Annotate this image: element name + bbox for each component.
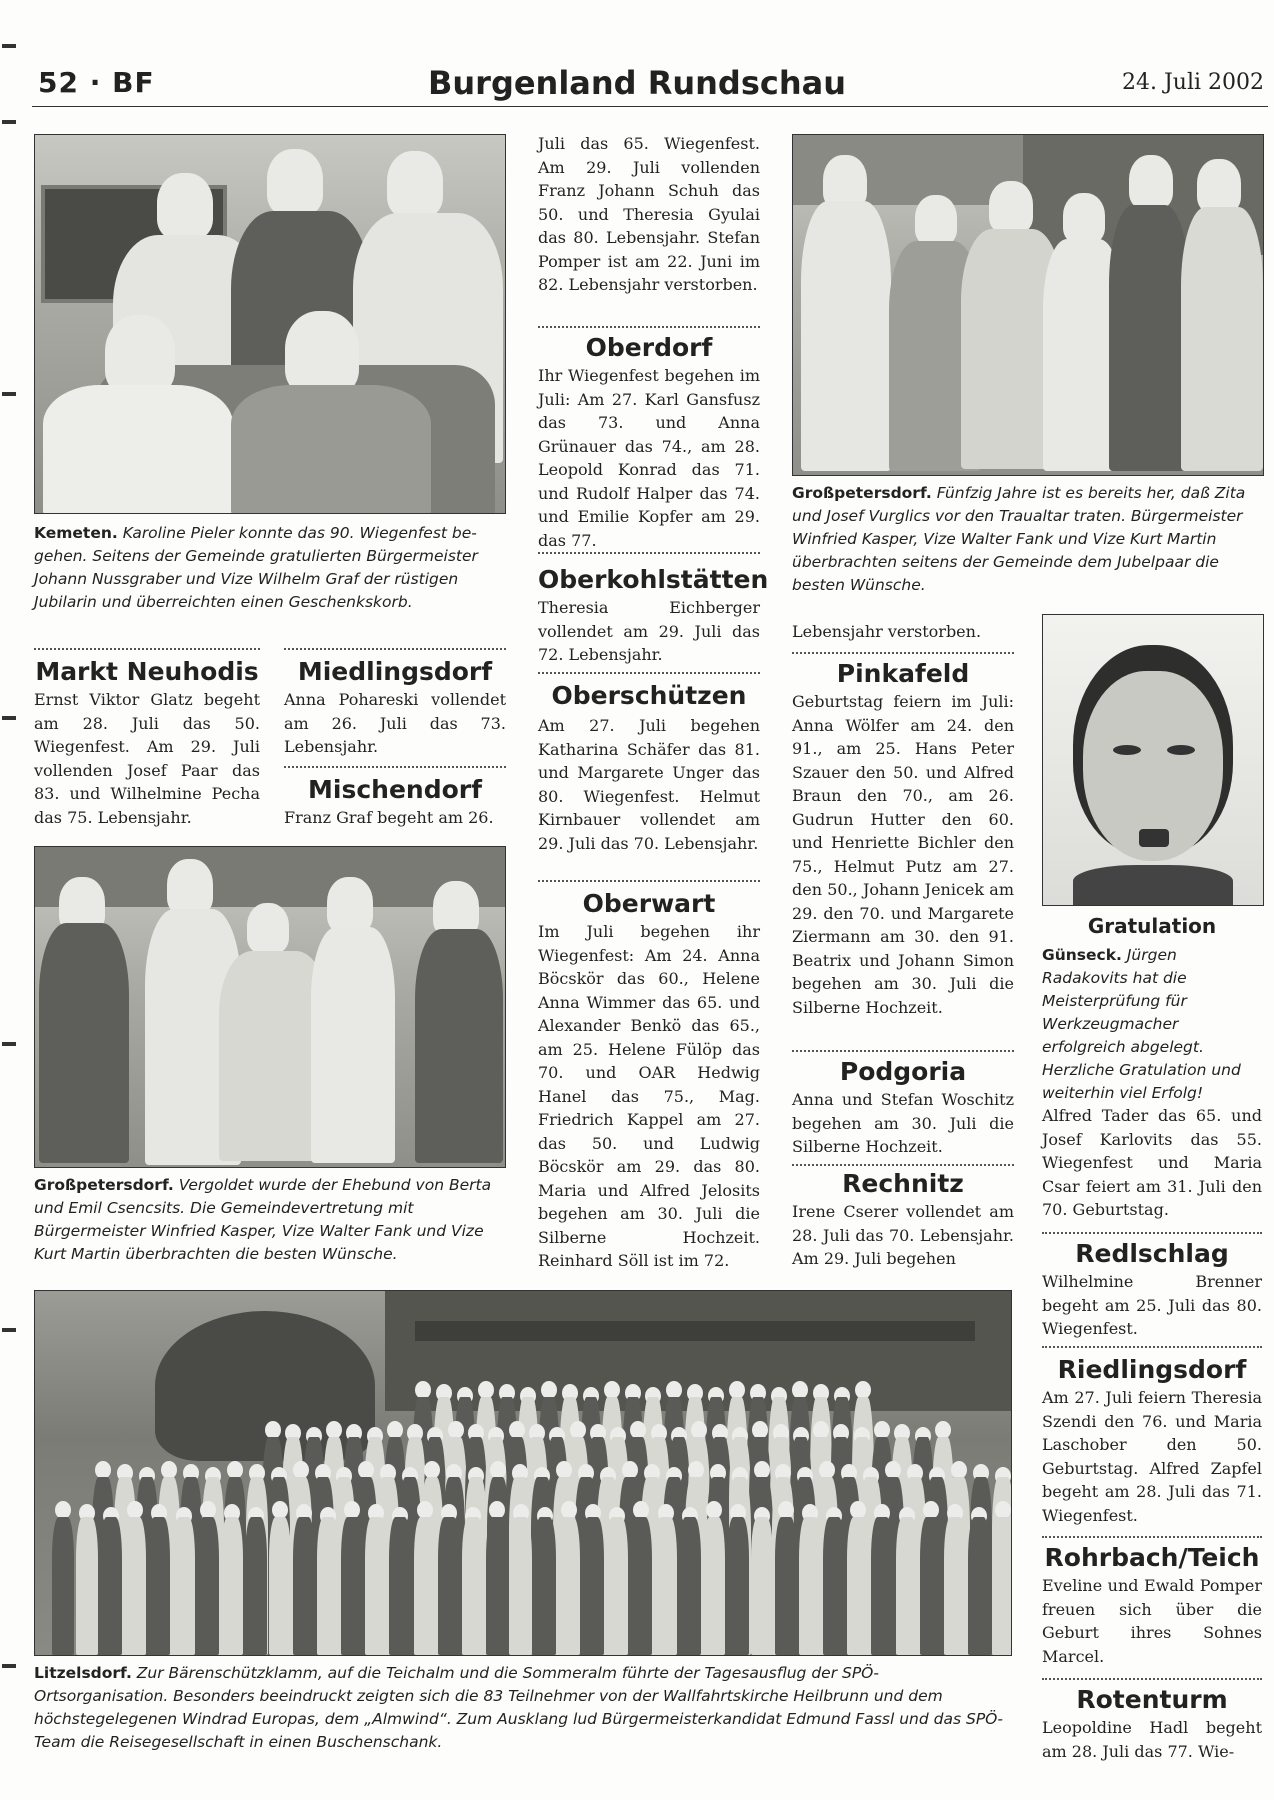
divider [538,552,760,554]
group-member-body [871,1517,893,1655]
article-oberschuetzen: Am 27. Juli begehen Katharina Schäfer das 81. und Margarete Unger das 80. Wiegenfest. Helmut Kirnbauer vollendet am 29. Juli das 70. Lebensjahr. [538,716,760,853]
group-member-body [582,1517,604,1655]
group-member-body [896,1517,918,1655]
caption-place: Günseck. [1042,946,1122,964]
group-member-body [269,1517,291,1655]
group-member-body [799,1517,821,1655]
heading-oberkohlstaetten: Oberkohlstätten [538,565,769,594]
group-member-body [52,1517,74,1655]
heading-rechnitz: Rechnitz [842,1169,964,1198]
margin-mark [2,1042,16,1046]
divider [1042,1678,1262,1680]
photo-litzelsdorf-group [34,1290,1012,1656]
article-oberwart: Im Juli begehen ihr Wiegenfest: Am 24. Anna Böcskör das 60., Helene Anna Wimmer das 65. und Alexander Benkö das 65., am 25. Helene Fülöp das 70. und OAR Hedwig Hanel das 75., Mag. Friedrich Kappel am 27. das 50. und Ludwig Böcskör am 29. das 80. Maria und Alfred Jelosits begehen am 30. Juli die Silberne Hochzeit. Reinhard Söll ist im 72. [538,922,760,1270]
heading-pinkafeld: Pinkafeld [836,659,970,688]
heading-oberdorf: Oberdorf [585,333,713,362]
divider [284,766,506,768]
caption-text: Zur Bärenschützklamm, auf die Teichalm und die Sommeralm führte der Tagesausflug der SPÖ-Ortsorganisation. Besonders beeindruckt zeigten sich die 83 Teilnehmer von der Wallfahrtskirche Heilbrunn und dem höchstegelegenen Windrad Europas, dem „Almwind“. Zum Ausklang lud Bürgermeisterkandidat Edmund Fassl und das SPÖ-Team die Reisegesellschaft in einen Buschenschank. [34,1664,1003,1751]
article-rohrbach-teich: Eveline und Ewald Pomper freuen sich über die Geburt ihres Sohnes Marcel. [1042,1576,1262,1666]
margin-mark [2,392,16,396]
group-member-body [992,1517,1012,1655]
caption-kemeten [34,522,504,614]
article-oberkohlstaetten: Theresia Eichberger vollendet am 29. Juli das 72. Lebensjahr. [538,598,760,664]
caption-text: Karoline Pieler konnte das 90. Wiegenfest be-gehen. Seitens der Gemeinde gratulierten Bürgermeister Johann Nussgraber und Vize Wilhelm Graf der rüstigen Jubilarin und überreichten einen Geschenkskorb. [34,524,478,611]
article-podgoria: Anna und Stefan Woschitz begehen am 30. Juli die Silberne Hochzeit. [792,1090,1014,1156]
heading-markt-neuhodis: Markt Neuhodis [35,657,259,686]
group-member-body [655,1517,677,1655]
header-rule [32,106,1268,107]
article-redlschlag: Wilhelmine Brenner begeht am 25. Juli das 80. Wiegenfest. [1042,1272,1262,1338]
group-member-body [510,1517,532,1655]
article-mischendorf: Franz Graf begeht am 26. [284,808,494,827]
heading-miedlingsdorf: Miedlingsdorf [297,657,493,686]
group-member-body [775,1517,797,1655]
divider [1042,1232,1262,1234]
balcony [415,1321,975,1341]
caption-place: Litzelsdorf. [34,1664,132,1682]
margin-mark [2,1328,16,1332]
heading-mischendorf: Mischendorf [308,775,482,804]
group-member-body [751,1517,773,1655]
newspaper-title: Burgenland Rundschau [427,64,846,102]
issue-date: 24. Juli 2002 [1121,70,1264,95]
group-member-body [148,1517,170,1655]
divider [792,1164,1014,1166]
heading-rohrbach-teich: Rohrbach/Teich [1044,1543,1260,1572]
caption-text: Vergoldet wurde der Ehebund von Berta und Emil Csencsits. Die Gemeindevertretung mit Bürgermeister Winfried Kasper, Vize Walter Fank und Vize Kurt Martin überbrachten die besten Wünsche. [34,1176,492,1263]
photo-grosspetersdorf-2 [792,134,1264,476]
article-rechnitz: Irene Cserer vollendet am 28. Juli das 70. Lebensjahr. Am 29. Juli begehen [792,1202,1014,1268]
margin-mark [2,1664,16,1668]
group-member-body [341,1517,363,1655]
caption-place: Kemeten. [34,524,118,542]
group-member-body [317,1517,339,1655]
caption-place: Großpetersdorf. [792,484,932,502]
group-member-body [534,1517,556,1655]
divider [792,652,1014,654]
group-member-body [606,1517,628,1655]
group-member-body [630,1517,652,1655]
article-markt-neuhodis: Ernst Viktor Glatz begeht am 28. Juli das 50. Wiegenfest. Am 29. Juli vollenden Josef Paar das 83. und Wilhelmine Pecha das 75. Lebensjahr. [34,690,260,827]
group-member-body [100,1517,122,1655]
group-member-body [414,1517,436,1655]
gratulation-title: Gratulation [1087,914,1217,938]
heading-riedlingsdorf: Riedlingsdorf [1057,1355,1247,1384]
group-member-body [389,1517,411,1655]
margin-mark [2,44,16,48]
group-member-body [245,1517,267,1655]
heading-rotenturm: Rotenturm [1076,1685,1228,1714]
photo-grosspetersdorf-1 [34,846,506,1168]
article-pinkafeld: Geburtstag feiern im Juli: Anna Wölfer am 24. den 91., am 25. Hans Peter Szauer den 50. und Alfred Braun den 70., am 26. Gudrun Hutter den 60. und Henriette Bichler den 75., Helmut Putz am 27. den 50., Johann Jenicek am 29. den 70. und Margarete Ziermann am 30. den 91. Beatrix und Johann Simon begehen am 30. Juli die Silberne Hochzeit. [792,692,1014,1017]
group-member-body [197,1517,219,1655]
caption-litzelsdorf [34,1662,1010,1754]
group-member-body [847,1517,869,1655]
margin-mark [2,120,16,124]
divider [538,672,760,674]
group-member-body [703,1517,725,1655]
group-member-body [173,1517,195,1655]
group-member-body [944,1517,966,1655]
group-member-body [486,1517,508,1655]
caption-text: Jürgen Radakovits hat die Meisterprüfung für Werkzeugmacher erfolgreich abgelegt. Herzliche Gratulation und weiterhin viel Erfolg! [1042,946,1241,1102]
group-member-body [462,1517,484,1655]
caption-text: Fünfzig Jahre ist es bereits her, daß Zita und Josef Vurglics vor den Traualtar traten. Bürgermeister Winfried Kasper, Vize Walter Fank und Vize Kurt Martin überbrachten seitens der Gemeinde dem Jubelpaar die besten Wünsche. [792,484,1246,594]
article-riedlingsdorf: Am 27. Juli feiern Theresia Szendi den 76. und Maria Laschober den 50. Geburtstag. Alfred Zapfel begeht am 28. Juli das 71. Wiegenfest. [1042,1388,1262,1525]
group-member-body [76,1517,98,1655]
article-miedlingsdorf: Anna Pohareski vollendet am 26. Juli das 73. Lebensjahr. [284,690,506,756]
article-rotenturm: Leopoldine Hadl begeht am 28. Juli das 77. Wie- [1042,1718,1262,1761]
caption-guenseck [1042,944,1262,1105]
article-oberdorf: Ihr Wiegenfest begehen im Juli: Am 27. Karl Gansfusz das 73. und Anna Grünauer das 74., am 28. Leopold Konrad das 71. und Rudolf Halper das 74. und Emilie Kopfer am 29. das 77. [538,366,760,550]
divider [1042,1536,1262,1538]
article-continuation: Alfred Tader das 65. und Josef Karlovits das 55. Wiegenfest und Maria Csar feiert am 31. Juli den 70. Geburtstag. [1042,1106,1262,1219]
page-label: 52 · BF [38,66,155,99]
heading-oberschuetzen: Oberschützen [551,681,747,710]
margin-mark [2,716,16,720]
group-member-body [558,1517,580,1655]
group-member-body [221,1517,243,1655]
photo-kemeten [34,134,506,514]
group-member-body [823,1517,845,1655]
group-member-body [968,1517,990,1655]
divider [284,648,506,650]
tree [155,1311,375,1461]
divider [34,648,260,650]
group-member-body [920,1517,942,1655]
article-continuation: Juli das 65. Wiegenfest. Am 29. Juli vollenden Franz Johann Schuh das 50. und Theresia Gyulai das 80. Lebensjahr. Stefan Pomper ist am 22. Juni im 82. Lebensjahr verstorben. [538,134,760,294]
group-member-body [438,1517,460,1655]
group-member-body [727,1517,749,1655]
divider [538,880,760,882]
article-continuation: Lebensjahr verstorben. [792,622,982,641]
heading-podgoria: Podgoria [839,1057,967,1086]
group-member-body [365,1517,387,1655]
group-member-body [679,1517,701,1655]
photo-portrait [1042,614,1264,906]
divider [792,1050,1014,1052]
heading-oberwart: Oberwart [582,889,716,918]
divider [1042,1346,1262,1348]
heading-redlschlag: Redlschlag [1075,1239,1229,1268]
caption-grosspetersdorf-1 [34,1174,504,1266]
caption-place: Großpetersdorf. [34,1176,174,1194]
caption-grosspetersdorf-2 [792,482,1262,597]
group-member-body [293,1517,315,1655]
divider [538,326,760,328]
group-member-body [124,1517,146,1655]
